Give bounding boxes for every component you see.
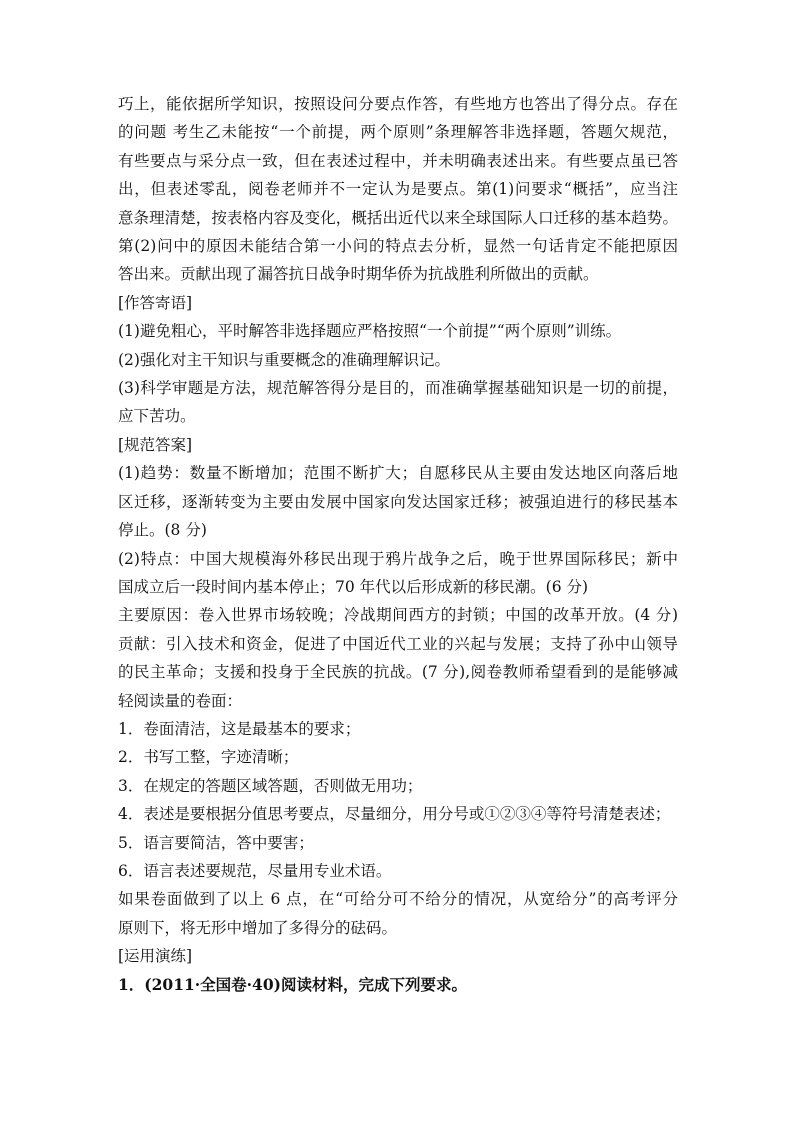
advice-item: (1)避免粗心，平时解答非选择题应严格按照“一个前提”“两个原则”训练。 bbox=[118, 322, 622, 341]
answer-line: (2)特点：中国大规模海外移民出现于鸦片战争之后，晚于世界国际移民；新中 bbox=[118, 549, 678, 568]
answer-line: 国成立后一段时间内基本停止；70 年代以后形成新的移民潮。(6 分) bbox=[118, 577, 589, 596]
text-line: 意条理清楚，按表格内容及变化，概括出近代以来全球国际人口迁移的基本趋势。 bbox=[118, 208, 678, 227]
text-line: 答出来。贡献出现了漏答抗日战争时期华侨为抗战胜利所做出的贡献。 bbox=[118, 265, 599, 284]
document-page bbox=[118, 90, 678, 999]
list-item: 2．书写工整，字迹清晰； bbox=[118, 748, 299, 767]
list-item: 1．卷面清洁，这是最基本的要求； bbox=[118, 719, 361, 738]
answer-line: 区迁移，逐渐转变为主要由发展中国家向发达国家迁移；被强迫进行的移民基本 bbox=[118, 492, 678, 511]
text-line: 巧上，能依据所学知识，按照设问分要点作答，有些地方也答出了得分点。存在 bbox=[118, 95, 678, 113]
practice-heading: [运用演练] bbox=[118, 947, 193, 966]
answer-line: 停止。(8 分) bbox=[118, 521, 207, 540]
text-line: 的问题 考生乙未能按“一个前提，两个原则”条理解答非选择题，答题欠规范， bbox=[118, 123, 678, 142]
advice-heading: [作答寄语] bbox=[118, 293, 193, 312]
text-line: 出，但表述零乱，阅卷老师并不一定认为是要点。第(1)问要求“概括”，应当注 bbox=[118, 180, 678, 199]
practice-section bbox=[118, 942, 678, 999]
list-item: 5．语言要简洁，答中要害； bbox=[118, 833, 314, 852]
list-item: 6．语言表述要规范，尽量用专业术语。 bbox=[118, 861, 392, 880]
answer-line: 贡献：引入技术和资金，促进了中国近代工业的兴起与发展；支持了孙中山领导 bbox=[118, 634, 678, 653]
text-line: 第(2)问中的原因未能结合第一小问的特点去分析，显然一句话肯定不能把原因 bbox=[118, 237, 678, 256]
text-line: 如果卷面做到了以上 6 点，在“可给分可不给分的情况，从宽给分”的高考评分 bbox=[118, 890, 678, 909]
advice-item: (3)科学审题是方法，规范解答得分是目的，而准确掌握基础知识是一切的前提， bbox=[118, 379, 678, 398]
requirements-list bbox=[118, 715, 678, 885]
practice-question: 1．(2011·全国卷·40)阅读材料，完成下列要求。 bbox=[118, 974, 467, 994]
advice-item: (2)强化对主干知识与重要概念的准确理解识记。 bbox=[118, 350, 450, 369]
list-item: 4．表述是要根据分值思考要点，尽量细分，用分号或①②③④等符号清楚表述； bbox=[118, 805, 671, 824]
answer-line: (1)趋势：数量不断增加；范围不断扩大；自愿移民从主要由发达地区向落后地 bbox=[118, 464, 678, 483]
answer-line: 的民主革命；支援和投身于全民族的抗战。(7 分),阅卷教师希望看到的是能够减 bbox=[118, 663, 678, 682]
conclusion-paragraph bbox=[118, 885, 678, 942]
text-line: 有些要点与采分点一致，但在表述过程中，并未明确表述出来。有些要点虽已答 bbox=[118, 151, 678, 170]
analysis-paragraph bbox=[118, 90, 678, 289]
advice-section bbox=[118, 289, 678, 431]
advice-item: 应下苦功。 bbox=[118, 407, 196, 426]
answer-line: 主要原因：卷入世界市场较晚；冷战期间西方的封锁；中国的改革开放。(4 分) bbox=[118, 606, 678, 625]
list-item: 3．在规定的答题区域答题，否则做无用功； bbox=[118, 776, 423, 795]
text-line: 原则下，将无形中增加了多得分的砝码。 bbox=[118, 918, 398, 937]
answer-line: 轻阅读量的卷面： bbox=[118, 691, 243, 710]
standard-answer-section bbox=[118, 431, 678, 715]
standard-answer-heading: [规范答案] bbox=[118, 435, 193, 454]
